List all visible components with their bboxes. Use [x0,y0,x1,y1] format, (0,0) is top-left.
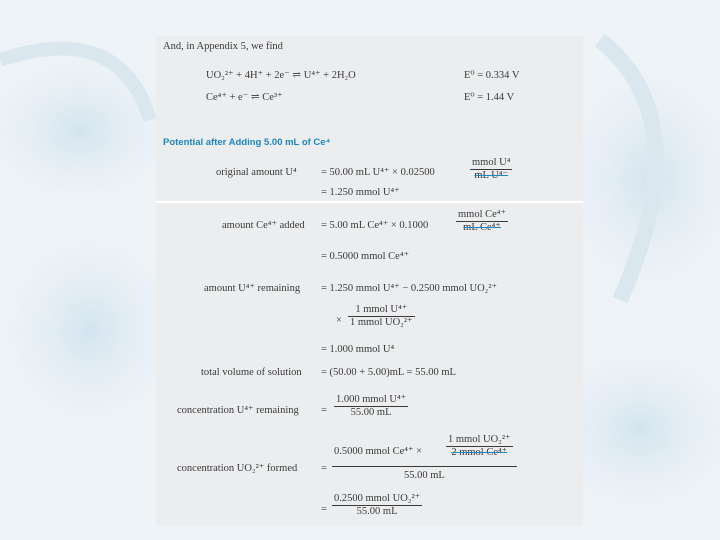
u-remaining-result: = 1.000 mmol U⁴ [321,344,395,355]
ce-added-fraction [456,209,508,234]
conc-uo2-label: concentration UO₂²⁺ formed [177,463,298,474]
conc-uo2-numerator: 0.5000 mmol Ce⁴⁺ × [334,446,423,457]
u-remaining-fraction [348,304,415,329]
volume-eq: = (50.00 + 5.00)mL = 55.00 mL [321,367,456,378]
u-remaining-label: amount U⁴⁺ remaining [204,283,301,294]
fraction-numerator: 1 mmol U⁴⁺ [355,304,408,315]
reaction-uranium: UO₂²⁺ + 4H⁺ + 2e⁻ ⇌ U⁴⁺ + 2H₂O [206,70,356,81]
conc-uo2-denominator: 55.00 mL [404,470,445,481]
ce-added-result: = 0.5000 mmol Ce⁴⁺ [321,251,410,262]
fraction-numerator: 1.000 mmol U⁴⁺ [336,394,407,405]
final-fraction [332,493,422,518]
conc-uo2-inner-fraction [446,434,513,459]
fraction-numerator: 0.2500 mmol UO₂²⁺ [334,493,421,504]
fraction-numerator: mmol Ce⁴⁺ [458,209,506,220]
conc-u-label: concentration U⁴⁺ remaining [177,405,299,416]
original-amount-eq: = 50.00 mL U⁴⁺ × 0.02500 [321,167,435,178]
u-remaining-eq: = 1.250 mmol U⁴⁺ − 0.2500 mmol UO₂²⁺ [321,283,498,294]
textbook-page [156,36,583,526]
reaction-uranium-potential: E⁰ = 0.334 V [464,70,520,81]
original-amount-label: original amount U⁴ [216,167,297,178]
reaction-cerium-potential: E⁰ = 1.44 V [464,92,515,103]
fraction-numerator: 1 mmol UO₂²⁺ [448,434,511,445]
ce-added-label: amount Ce⁴⁺ added [222,220,305,231]
original-amount-fraction [470,157,512,182]
fraction-denominator: 55.00 mL [332,505,422,518]
ce-added-eq: = 5.00 mL Ce⁴⁺ × 0.1000 [321,220,429,231]
conc-u-eq: = [321,405,327,416]
fraction-denominator: 1 mmol UO₂²⁺ [350,317,413,328]
fraction-denominator: 55.00 mL [334,406,408,419]
section-heading: Potential after Adding 5.00 mL of Ce⁴ [163,137,331,148]
reaction-cerium: Ce⁴⁺ + e⁻ ⇌ Ce³⁺ [206,92,283,103]
conc-uo2-eq: = [321,463,327,474]
conc-uo2-fraction-bar [332,466,517,467]
multiply-sign: × [336,315,342,326]
fraction-denominator: 2 mmol Ce⁴⁺ [446,446,513,459]
page-divider [156,201,583,203]
fraction-denominator: mL Ce⁴⁺ [456,221,508,234]
final-eq: = [321,504,327,515]
volume-label: total volume of solution [201,367,302,378]
intro-text: And, in Appendix 5, we find [163,41,283,52]
conc-u-fraction [334,394,408,419]
fraction-denominator: mL U⁴⁻ [470,169,512,182]
original-amount-result: = 1.250 mmol U⁴⁺ [321,187,400,198]
fraction-numerator: mmol U⁴ [472,157,511,168]
